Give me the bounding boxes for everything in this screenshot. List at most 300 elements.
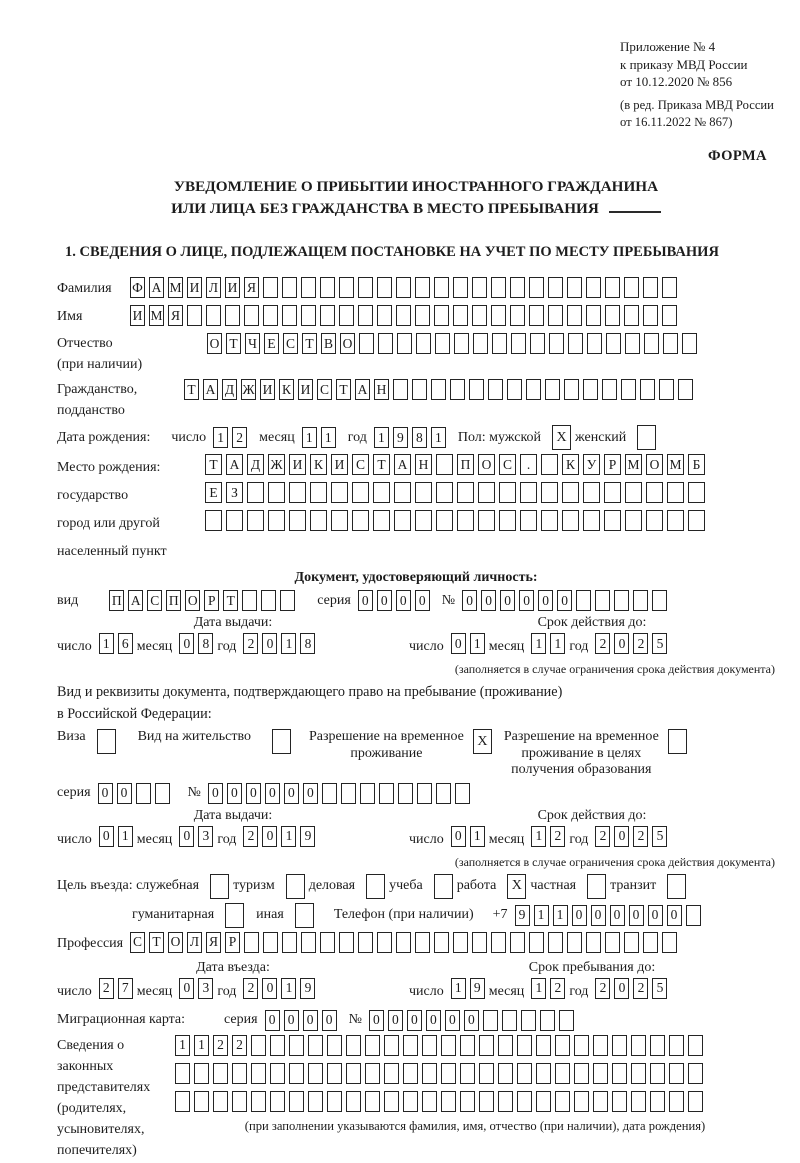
char-cell[interactable] [549, 333, 564, 354]
char-cell[interactable] [624, 932, 639, 953]
char-cell[interactable] [365, 1091, 380, 1112]
char-cell[interactable] [662, 277, 677, 298]
char-cell[interactable] [434, 932, 449, 953]
char-cell[interactable]: 1 [374, 427, 389, 448]
char-cell[interactable] [251, 1035, 266, 1056]
char-cell[interactable] [396, 277, 411, 298]
char-cell[interactable]: С [147, 590, 162, 611]
char-cell[interactable]: 3 [198, 978, 213, 999]
char-cell[interactable]: 1 [175, 1035, 190, 1056]
purpose-private-checkbox[interactable] [587, 874, 606, 899]
char-cell[interactable]: 0 [451, 826, 466, 847]
char-cell[interactable] [403, 1091, 418, 1112]
char-cell[interactable]: 0 [322, 1010, 337, 1031]
char-cell[interactable] [346, 1035, 361, 1056]
char-cell[interactable] [511, 333, 526, 354]
char-cell[interactable] [358, 305, 373, 326]
char-cell[interactable] [545, 379, 560, 400]
char-cell[interactable]: А [394, 454, 411, 475]
char-cell[interactable] [431, 379, 446, 400]
char-cell[interactable] [226, 510, 243, 531]
char-cell[interactable] [548, 277, 563, 298]
purpose-tourism-checkbox[interactable] [286, 874, 305, 899]
char-cell[interactable] [605, 932, 620, 953]
char-cell[interactable] [331, 510, 348, 531]
char-cell[interactable]: Т [184, 379, 199, 400]
char-cell[interactable]: 0 [246, 783, 261, 804]
char-cell[interactable] [604, 510, 621, 531]
char-cell[interactable]: И [298, 379, 313, 400]
char-cell[interactable] [507, 379, 522, 400]
char-cell[interactable] [593, 1035, 608, 1056]
sex-male-checkbox[interactable]: X [552, 425, 571, 450]
char-cell[interactable] [662, 305, 677, 326]
char-cell[interactable] [360, 783, 375, 804]
char-cell[interactable]: 2 [232, 1035, 247, 1056]
purpose-study-checkbox[interactable] [434, 874, 453, 899]
sex-female-checkbox[interactable] [637, 425, 656, 450]
char-cell[interactable] [213, 1091, 228, 1112]
char-cell[interactable]: 0 [445, 1010, 460, 1031]
char-cell[interactable] [403, 1035, 418, 1056]
char-cell[interactable]: С [130, 932, 145, 953]
char-cell[interactable] [327, 1091, 342, 1112]
char-cell[interactable] [536, 1035, 551, 1056]
char-cell[interactable] [282, 932, 297, 953]
char-cell[interactable] [682, 333, 697, 354]
char-cell[interactable] [270, 1063, 285, 1084]
char-cell[interactable]: И [289, 454, 306, 475]
char-cell[interactable]: 1 [531, 633, 546, 654]
char-cell[interactable] [352, 510, 369, 531]
char-cell[interactable]: 0 [262, 826, 277, 847]
char-cell[interactable]: 2 [633, 978, 648, 999]
char-cell[interactable]: Р [604, 454, 621, 475]
char-cell[interactable]: 1 [553, 905, 568, 926]
char-cell[interactable]: Я [244, 277, 259, 298]
char-cell[interactable] [612, 1091, 627, 1112]
char-cell[interactable] [394, 482, 411, 503]
char-cell[interactable]: 7 [118, 978, 133, 999]
char-cell[interactable]: Я [168, 305, 183, 326]
char-cell[interactable]: 0 [284, 1010, 299, 1031]
char-cell[interactable]: 1 [470, 633, 485, 654]
char-cell[interactable]: . [520, 454, 537, 475]
char-cell[interactable] [631, 1063, 646, 1084]
char-cell[interactable] [478, 510, 495, 531]
char-cell[interactable] [441, 1063, 456, 1084]
char-cell[interactable]: С [352, 454, 369, 475]
char-cell[interactable] [650, 1091, 665, 1112]
char-cell[interactable] [602, 379, 617, 400]
char-cell[interactable] [667, 510, 684, 531]
char-cell[interactable] [396, 305, 411, 326]
char-cell[interactable] [595, 590, 610, 611]
char-cell[interactable]: К [279, 379, 294, 400]
char-cell[interactable] [520, 482, 537, 503]
char-cell[interactable] [358, 277, 373, 298]
char-cell[interactable] [301, 277, 316, 298]
char-cell[interactable] [436, 783, 451, 804]
char-cell[interactable]: 2 [243, 633, 258, 654]
char-cell[interactable]: 1 [534, 905, 549, 926]
char-cell[interactable]: 3 [198, 826, 213, 847]
char-cell[interactable] [346, 1063, 361, 1084]
char-cell[interactable] [479, 1063, 494, 1084]
char-cell[interactable] [688, 510, 705, 531]
char-cell[interactable] [536, 1063, 551, 1084]
char-cell[interactable] [510, 932, 525, 953]
char-cell[interactable] [667, 482, 684, 503]
char-cell[interactable] [280, 590, 295, 611]
char-cell[interactable] [472, 305, 487, 326]
char-cell[interactable] [517, 1063, 532, 1084]
char-cell[interactable] [457, 482, 474, 503]
char-cell[interactable] [605, 305, 620, 326]
char-cell[interactable]: 1 [431, 427, 446, 448]
char-cell[interactable] [564, 379, 579, 400]
char-cell[interactable] [640, 379, 655, 400]
char-cell[interactable] [415, 277, 430, 298]
char-cell[interactable] [270, 1035, 285, 1056]
char-cell[interactable]: 1 [99, 633, 114, 654]
char-cell[interactable] [310, 510, 327, 531]
char-cell[interactable]: 0 [464, 1010, 479, 1031]
char-cell[interactable] [282, 277, 297, 298]
char-cell[interactable] [205, 510, 222, 531]
char-cell[interactable]: М [149, 305, 164, 326]
char-cell[interactable]: Ж [241, 379, 256, 400]
char-cell[interactable]: 0 [396, 590, 411, 611]
char-cell[interactable]: 0 [667, 905, 682, 926]
char-cell[interactable]: А [128, 590, 143, 611]
char-cell[interactable] [491, 305, 506, 326]
char-cell[interactable] [187, 305, 202, 326]
char-cell[interactable] [417, 783, 432, 804]
char-cell[interactable]: Л [187, 932, 202, 953]
purpose-other-checkbox[interactable] [295, 903, 314, 928]
char-cell[interactable] [652, 590, 667, 611]
char-cell[interactable]: 2 [550, 978, 565, 999]
char-cell[interactable] [541, 482, 558, 503]
char-cell[interactable] [659, 379, 674, 400]
char-cell[interactable]: 2 [99, 978, 114, 999]
char-cell[interactable] [669, 1035, 684, 1056]
char-cell[interactable] [436, 482, 453, 503]
purpose-business-checkbox[interactable] [366, 874, 385, 899]
char-cell[interactable]: Е [205, 482, 222, 503]
char-cell[interactable] [436, 454, 453, 475]
char-cell[interactable] [289, 510, 306, 531]
char-cell[interactable]: 9 [393, 427, 408, 448]
char-cell[interactable] [688, 1035, 703, 1056]
char-cell[interactable] [247, 482, 264, 503]
char-cell[interactable] [586, 305, 601, 326]
char-cell[interactable]: Т [223, 590, 238, 611]
char-cell[interactable] [251, 1063, 266, 1084]
char-cell[interactable] [498, 1063, 513, 1084]
char-cell[interactable]: 1 [531, 978, 546, 999]
char-cell[interactable] [320, 277, 335, 298]
char-cell[interactable] [499, 510, 516, 531]
char-cell[interactable] [322, 783, 337, 804]
char-cell[interactable] [365, 1063, 380, 1084]
char-cell[interactable]: 2 [243, 826, 258, 847]
char-cell[interactable]: 1 [321, 427, 336, 448]
char-cell[interactable]: И [187, 277, 202, 298]
char-cell[interactable] [396, 932, 411, 953]
char-cell[interactable]: 2 [595, 978, 610, 999]
char-cell[interactable] [587, 333, 602, 354]
char-cell[interactable] [612, 1035, 627, 1056]
char-cell[interactable] [339, 305, 354, 326]
char-cell[interactable]: 1 [118, 826, 133, 847]
char-cell[interactable] [529, 932, 544, 953]
char-cell[interactable] [605, 277, 620, 298]
char-cell[interactable] [247, 510, 264, 531]
char-cell[interactable] [308, 1035, 323, 1056]
char-cell[interactable] [327, 1063, 342, 1084]
char-cell[interactable] [415, 510, 432, 531]
char-cell[interactable] [377, 932, 392, 953]
char-cell[interactable]: 0 [117, 783, 132, 804]
char-cell[interactable] [574, 1035, 589, 1056]
char-cell[interactable]: 0 [407, 1010, 422, 1031]
char-cell[interactable] [339, 277, 354, 298]
char-cell[interactable] [194, 1091, 209, 1112]
char-cell[interactable] [155, 783, 170, 804]
char-cell[interactable]: А [226, 454, 243, 475]
char-cell[interactable] [662, 932, 677, 953]
char-cell[interactable] [473, 333, 488, 354]
char-cell[interactable]: Ж [268, 454, 285, 475]
char-cell[interactable]: 0 [519, 590, 534, 611]
char-cell[interactable] [441, 1035, 456, 1056]
char-cell[interactable]: 0 [610, 905, 625, 926]
char-cell[interactable]: 0 [591, 905, 606, 926]
char-cell[interactable]: 0 [648, 905, 663, 926]
char-cell[interactable] [359, 333, 374, 354]
char-cell[interactable] [301, 932, 316, 953]
char-cell[interactable] [455, 783, 470, 804]
char-cell[interactable] [520, 510, 537, 531]
char-cell[interactable] [136, 783, 151, 804]
char-cell[interactable] [403, 1063, 418, 1084]
char-cell[interactable]: 9 [300, 978, 315, 999]
char-cell[interactable] [548, 932, 563, 953]
char-cell[interactable]: 0 [388, 1010, 403, 1031]
char-cell[interactable] [678, 379, 693, 400]
char-cell[interactable]: З [226, 482, 243, 503]
char-cell[interactable]: 0 [538, 590, 553, 611]
char-cell[interactable] [232, 1091, 247, 1112]
char-cell[interactable] [479, 1091, 494, 1112]
char-cell[interactable] [574, 1091, 589, 1112]
char-cell[interactable] [492, 333, 507, 354]
char-cell[interactable]: 6 [118, 633, 133, 654]
char-cell[interactable]: Д [247, 454, 264, 475]
char-cell[interactable] [688, 1091, 703, 1112]
char-cell[interactable]: 0 [208, 783, 223, 804]
char-cell[interactable] [268, 510, 285, 531]
char-cell[interactable]: И [130, 305, 145, 326]
char-cell[interactable] [586, 277, 601, 298]
char-cell[interactable]: П [166, 590, 181, 611]
char-cell[interactable] [415, 932, 430, 953]
char-cell[interactable] [644, 333, 659, 354]
char-cell[interactable] [555, 1091, 570, 1112]
char-cell[interactable] [331, 482, 348, 503]
char-cell[interactable]: У [583, 454, 600, 475]
char-cell[interactable]: 5 [652, 826, 667, 847]
char-cell[interactable] [472, 277, 487, 298]
char-cell[interactable] [373, 510, 390, 531]
char-cell[interactable]: К [562, 454, 579, 475]
char-cell[interactable]: И [225, 277, 240, 298]
char-cell[interactable] [289, 1063, 304, 1084]
char-cell[interactable]: 0 [572, 905, 587, 926]
char-cell[interactable] [567, 932, 582, 953]
char-cell[interactable] [643, 277, 658, 298]
char-cell[interactable]: Т [336, 379, 351, 400]
char-cell[interactable] [491, 932, 506, 953]
char-cell[interactable] [289, 1091, 304, 1112]
char-cell[interactable]: 1 [550, 633, 565, 654]
char-cell[interactable]: Б [688, 454, 705, 475]
char-cell[interactable] [498, 1035, 513, 1056]
char-cell[interactable] [339, 932, 354, 953]
char-cell[interactable]: 1 [302, 427, 317, 448]
char-cell[interactable]: О [185, 590, 200, 611]
char-cell[interactable] [631, 1091, 646, 1112]
char-cell[interactable] [460, 1063, 475, 1084]
char-cell[interactable] [454, 333, 469, 354]
char-cell[interactable] [320, 932, 335, 953]
char-cell[interactable] [394, 510, 411, 531]
char-cell[interactable]: 1 [213, 427, 228, 448]
char-cell[interactable] [263, 932, 278, 953]
char-cell[interactable] [472, 932, 487, 953]
char-cell[interactable] [263, 277, 278, 298]
char-cell[interactable] [251, 1091, 266, 1112]
char-cell[interactable] [568, 333, 583, 354]
char-cell[interactable] [631, 1035, 646, 1056]
char-cell[interactable] [415, 482, 432, 503]
char-cell[interactable] [244, 932, 259, 953]
char-cell[interactable]: О [340, 333, 355, 354]
char-cell[interactable] [268, 482, 285, 503]
char-cell[interactable]: 5 [652, 633, 667, 654]
char-cell[interactable] [422, 1063, 437, 1084]
char-cell[interactable]: Т [226, 333, 241, 354]
char-cell[interactable]: 0 [179, 826, 194, 847]
char-cell[interactable] [175, 1063, 190, 1084]
char-cell[interactable]: 0 [284, 783, 299, 804]
char-cell[interactable]: Е [264, 333, 279, 354]
char-cell[interactable] [310, 482, 327, 503]
char-cell[interactable]: С [283, 333, 298, 354]
char-cell[interactable] [352, 482, 369, 503]
purpose-work-checkbox[interactable]: X [507, 874, 526, 899]
char-cell[interactable] [397, 333, 412, 354]
char-cell[interactable] [530, 333, 545, 354]
char-cell[interactable]: 5 [652, 978, 667, 999]
char-cell[interactable] [308, 1091, 323, 1112]
char-cell[interactable] [625, 510, 642, 531]
purpose-official-checkbox[interactable] [210, 874, 229, 899]
char-cell[interactable]: 0 [462, 590, 477, 611]
char-cell[interactable] [583, 510, 600, 531]
char-cell[interactable]: Т [302, 333, 317, 354]
char-cell[interactable]: Н [415, 454, 432, 475]
char-cell[interactable] [625, 333, 640, 354]
char-cell[interactable] [541, 510, 558, 531]
char-cell[interactable] [499, 482, 516, 503]
char-cell[interactable]: А [355, 379, 370, 400]
char-cell[interactable]: М [168, 277, 183, 298]
char-cell[interactable]: 0 [369, 1010, 384, 1031]
char-cell[interactable] [384, 1063, 399, 1084]
char-cell[interactable] [521, 1010, 536, 1031]
char-cell[interactable]: Р [204, 590, 219, 611]
char-cell[interactable] [384, 1091, 399, 1112]
char-cell[interactable] [206, 305, 221, 326]
char-cell[interactable]: 1 [451, 978, 466, 999]
char-cell[interactable]: Л [206, 277, 221, 298]
char-cell[interactable] [517, 1035, 532, 1056]
char-cell[interactable]: 0 [358, 590, 373, 611]
char-cell[interactable]: 9 [515, 905, 530, 926]
char-cell[interactable]: О [478, 454, 495, 475]
char-cell[interactable]: 0 [500, 590, 515, 611]
char-cell[interactable] [422, 1091, 437, 1112]
char-cell[interactable]: 0 [377, 590, 392, 611]
char-cell[interactable] [261, 590, 276, 611]
char-cell[interactable]: 9 [300, 826, 315, 847]
char-cell[interactable] [377, 305, 392, 326]
char-cell[interactable]: 0 [614, 978, 629, 999]
char-cell[interactable] [567, 277, 582, 298]
char-cell[interactable] [460, 1091, 475, 1112]
char-cell[interactable] [301, 305, 316, 326]
char-cell[interactable] [583, 379, 598, 400]
char-cell[interactable] [327, 1035, 342, 1056]
char-cell[interactable]: 2 [213, 1035, 228, 1056]
char-cell[interactable] [663, 333, 678, 354]
char-cell[interactable] [541, 454, 558, 475]
char-cell[interactable] [358, 932, 373, 953]
char-cell[interactable]: Т [149, 932, 164, 953]
char-cell[interactable] [479, 1035, 494, 1056]
char-cell[interactable]: И [260, 379, 275, 400]
char-cell[interactable] [593, 1091, 608, 1112]
char-cell[interactable]: 0 [303, 1010, 318, 1031]
char-cell[interactable]: Ч [245, 333, 260, 354]
char-cell[interactable] [341, 783, 356, 804]
char-cell[interactable]: 0 [557, 590, 572, 611]
char-cell[interactable]: Я [206, 932, 221, 953]
purpose-humanitarian-checkbox[interactable] [225, 903, 244, 928]
char-cell[interactable] [434, 305, 449, 326]
char-cell[interactable]: Н [374, 379, 389, 400]
char-cell[interactable]: 1 [531, 826, 546, 847]
char-cell[interactable] [435, 333, 450, 354]
char-cell[interactable]: А [203, 379, 218, 400]
char-cell[interactable]: М [667, 454, 684, 475]
char-cell[interactable] [555, 1063, 570, 1084]
char-cell[interactable]: 0 [614, 633, 629, 654]
char-cell[interactable] [686, 905, 701, 926]
